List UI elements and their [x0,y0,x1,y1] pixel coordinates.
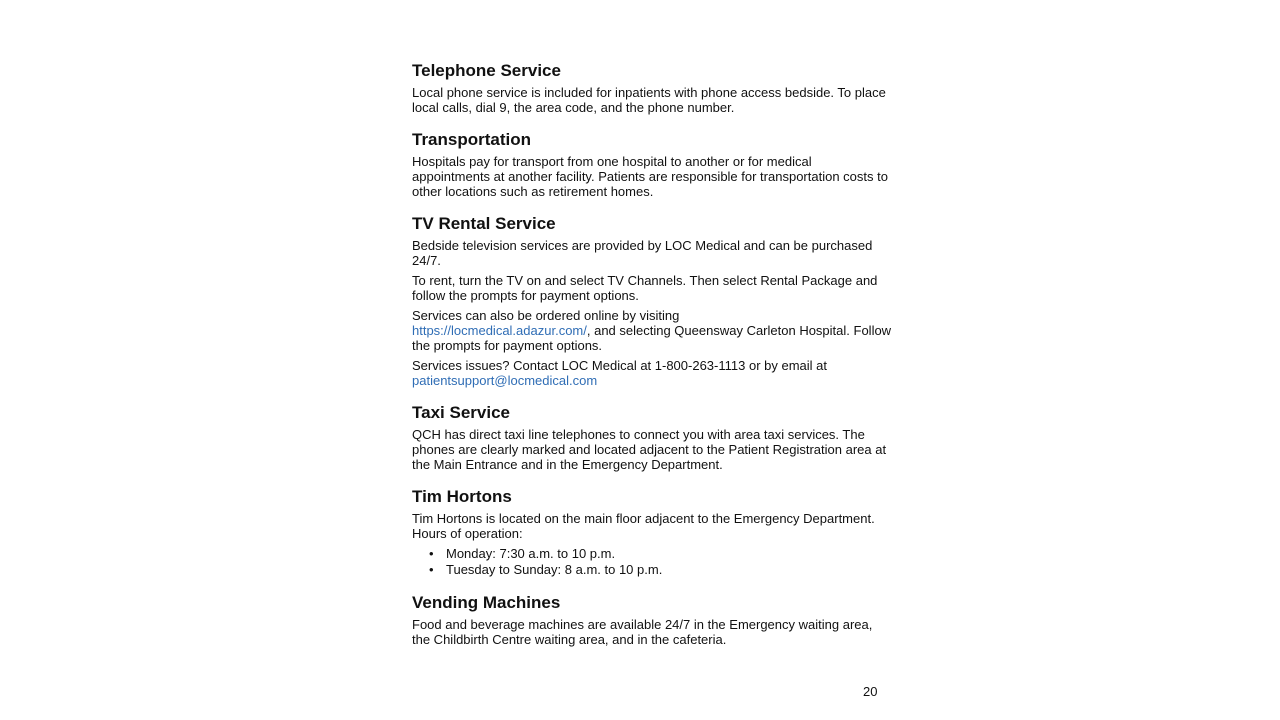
section-paragraph: Food and beverage machines are available 24/7 in the Emergency waiting area, the Childbirth Centre waiting area, and in the cafeteria. [412,617,873,647]
document-page [412,60,892,661]
online-order-intro: Services can also be ordered online by visiting [412,308,680,323]
hours-list [412,546,892,578]
online-order-rest: , and selecting Queensway Carleton Hospital. Follow the prompts for payment options. [412,323,892,353]
section-heading: Taxi Service [412,403,510,422]
section-paragraph: Bedside television services are provided by LOC Medical and can be purchased 24/7. [412,238,873,268]
section-telephone-service [412,60,892,115]
section-paragraph: QCH has direct taxi line telephones to connect you with area taxi services. The phones are clearly marked and located adjacent to the Patient Registration area at the Main Entrance and in the Emergency Department. [412,427,887,472]
hours-list-item: • Tuesday to Sunday: 8 a.m. to 10 p.m. [446,562,892,578]
section-heading: TV Rental Service [412,214,556,233]
section-heading: Telephone Service [412,61,561,80]
section-paragraph: Tim Hortons is located on the main floor adjacent to the Emergency Department. Hours of operation: [412,511,875,541]
section-heading: Transportation [412,130,532,149]
section-tv-rental-service [412,213,892,388]
section-paragraph: To rent, turn the TV on and select TV Channels. Then select Rental Package and follow the prompts for payment options. [412,273,878,303]
section-paragraph: Local phone service is included for inpatients with phone access bedside. To place local calls, dial 9, the area code, and the phone number. [412,85,886,115]
page-number: 20 [863,684,878,699]
contact-paragraph [412,358,892,388]
section-transportation [412,129,892,199]
online-order-paragraph [412,308,892,353]
section-tim-hortons [412,486,892,578]
patient-support-email-link[interactable]: patientsupport@locmedical.com [412,373,598,388]
section-heading: Vending Machines [412,593,561,612]
section-vending-machines [412,592,892,647]
section-heading: Tim Hortons [412,487,512,506]
loc-medical-website-link[interactable]: https://locmedical.adazur.com/ [412,323,587,338]
section-taxi-service [412,402,892,472]
contact-text: Services issues? Contact LOC Medical at 1-800-263-1113 or by email at [412,358,827,373]
section-paragraph: Hospitals pay for transport from one hospital to another or for medical appointments at another facility. Patients are responsible for transportation costs to other locations such as retirement homes. [412,154,888,199]
hours-list-item: • Monday: 7:30 a.m. to 10 p.m. [446,546,892,562]
